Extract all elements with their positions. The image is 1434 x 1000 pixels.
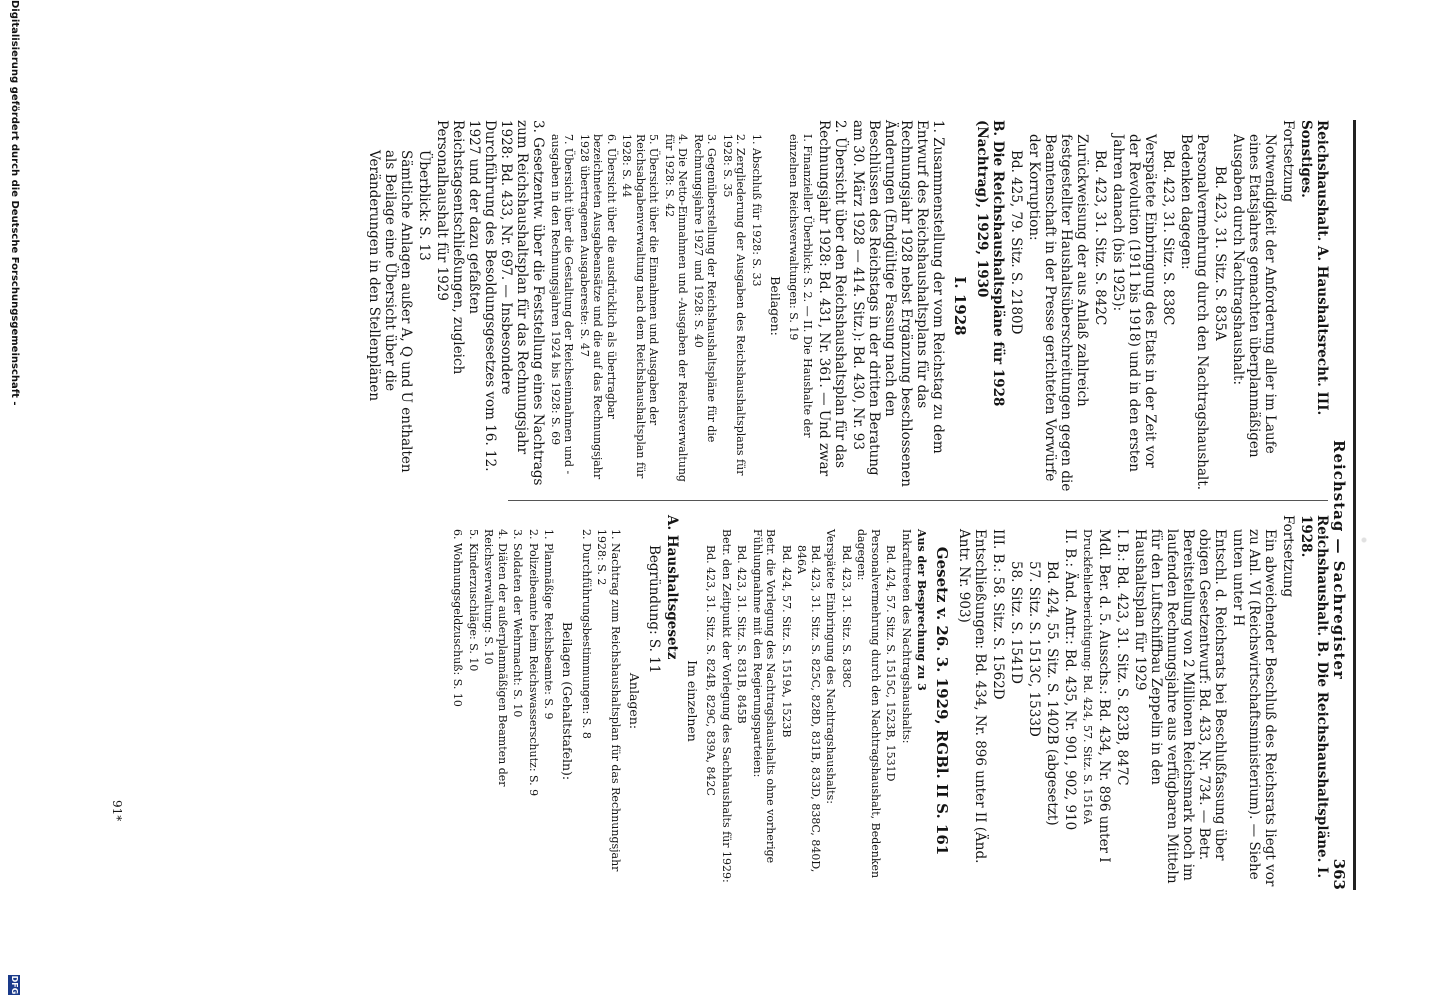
index-entry: Druckfehlerberichtigung: Bd. 424, 57. Sitz. S. 1516A (1081, 529, 1094, 825)
index-entry: Bd. 423, 31. Sitz. S. 835A (1212, 166, 1228, 341)
header-rule (1353, 120, 1356, 890)
index-entry: 57. Sitz. S. 1513C, 1533D (1026, 561, 1043, 737)
index-entry: Personalvermehrung durch den Nachtragshaushalt, Bedenken dagegen: (855, 529, 882, 879)
index-entry: 6. Übersicht über die ausdrücklich als übertragbar bezeichneten Ausgabeansätze und die auf das Rechnungsjahr 1928 übertragenen Ausgabereste: S. 47 (578, 134, 618, 480)
index-entry: Bd. 424, 55. Sitz. S. 1402B (abgesetzt) (1044, 561, 1061, 826)
index-entry: Beilagen: (768, 276, 783, 336)
index-entry: 1. Zusammenstellung der vom Reichstag zu dem Entwurf des Reichshaushaltsplans für das Rechnungsjahr 1928 nebst Ergänzung beschlossenen Änderungen (Endgültige Fassung nach den Beschlüssen des Reichstags in der dritten Beratung am 30. März 1928 — 414. Sitz.): Bd. 430, Nr. 93 (850, 120, 946, 487)
index-entry: 2. Zergliederung der Ausgaben des Reichshaushaltsplans für 1928: S. 35 (721, 134, 748, 476)
page-mark: 91* (110, 800, 124, 822)
index-entry: Verspätete Einbringung des Nachtragshaushalts: (824, 529, 838, 804)
index-entry: Bd. 423, 31. Sitz. S. 825C, 828D, 831B, 833D, 838C, 840D, 846A (795, 545, 822, 873)
index-entry: Entschließungen: Bd. 434, Nr. 896 unter II (Änd. Antr. Nr. 903) (956, 529, 989, 864)
index-entry: A. Haushaltsgesetz (664, 515, 680, 660)
footer-text: Digitalisierung gefördert durch die Deutsche Forschungsgemeinschaft - (9, 0, 20, 406)
index-entry: 1. Abschluß für 1928: S. 33 (750, 134, 763, 287)
right-column (449, 515, 1330, 887)
index-entry: Gesetz v. 26. 3. 1929, RGBl. II S. 161 (933, 546, 952, 856)
index-entry: Begründung: S. 11 (646, 545, 662, 674)
index-entry: 3. Soldaten der Wehrmacht: S. 10 (511, 529, 525, 718)
index-entry: 4. Die Netto-Einnahmen und -Ausgaben der Reichsverwaltung für 1928: S. 42 (663, 134, 690, 482)
index-entry: Reichshaushalt. A. Haushaltsrecht. III. Sonstiges. (1298, 120, 1330, 416)
index-entry: Fortsetzung (1280, 515, 1296, 598)
index-entry: Sämtliche Anlagen außer A, Q und U enthalten als Beilage eine Übersicht über die Veränderungen in den Stellenplänen (366, 150, 415, 473)
index-entry: 7. Übersicht über die Gestaltung der Reichseinnahmen und -ausgaben in den Rechnungsjahren 1924 bis 1928: S. 69 (549, 134, 576, 475)
index-entry: Reichshaushalt. B. Die Reichshaushaltspläne. I. 1928. (1298, 515, 1330, 879)
index-entry: 2. Polizeibeamte beim Reichswasserschutz: S. 9 (527, 529, 540, 797)
index-entry: 2. Übersicht über den Reichshaushaltsplan für das Rechnungsjahr 1928: Bd. 431, Nr. 361. — Und zwar (816, 120, 848, 477)
scan-speckle (1354, 520, 1374, 560)
index-entry: B. Die Reichshaushaltspläne für 1928 (Nachtrag), 1929, 1930 (974, 120, 1006, 407)
index-entry: 2. Durchführungsbestimmungen: S. 8 (580, 529, 593, 739)
index-entry: Bd. 424, 57. Sitz. S. 1515C, 1523B, 1531D (884, 545, 898, 782)
index-entry: 1. Planmäßige Reichsbeamte: S. 9 (542, 529, 556, 720)
dfg-logo: DFG (10, 975, 19, 995)
index-entry: Fortsetzung (1280, 120, 1296, 203)
index-entry: Entschl. d. Reichsrats bei Beschlußfassung über obigen Gesetzentwurf: Bd. 433, Nr. 734. — Betr. Bereitstellung von 2 Millionen Reichsmark noch im laufenden Rechnungsjahre aus verfügbaren Mitteln für den Luftschiffbau Zeppelin in den Haushaltsplan für 1929 (1132, 529, 1228, 884)
index-entry: Betr. den Zeitpunkt der Vorlegung des Sachhaushalts für 1929: (720, 529, 733, 883)
index-entry: Bd. 423, 31. Sitz. S. 831B, 845B (735, 545, 749, 724)
index-entry: Inkrafttreten des Nachtragshaushalts: (900, 529, 913, 744)
index-entry: I. 1928 (951, 276, 969, 336)
digitization-footer (4, 0, 20, 1000)
index-entry: Aus der Besprechung zu 3 (915, 529, 929, 691)
page-number: 363 (1330, 858, 1348, 890)
index-entry: Notwendigkeit der Anforderung aller im Laufe eines Etatsjahres gemachten überplanmäßigen Ausgaben durch Nachtragshaushalt: (1230, 134, 1278, 458)
index-entry: 3. Gegenüberstellung der Reichshaushaltspläne für die Rechnungsjahre 1927 und 1928: S. 40 (692, 134, 719, 443)
index-entry: I. B.: Bd. 423, 31. Sitz. S. 823B, 847C (1114, 529, 1130, 786)
column-divider (508, 500, 1328, 501)
index-entry: Überblick: S. 13 (416, 150, 433, 261)
index-entry: Bd. 425, 79. Sitz. S. 2180D (1008, 150, 1024, 335)
index-entry: III. B.: 58. Sitz. S. 1562D (990, 529, 1007, 700)
index-entry: 5. Übersicht über die Einnahmen und Ausgaben der Reichsabgabenverwaltung nach dem Reichshaushaltsplan für 1928: S. 44 (620, 134, 661, 479)
index-entry: II. B.: Änd. Antr.: Bd. 435, Nr. 901, 902, 910 (1062, 529, 1079, 831)
index-entry: Zurückweisung der aus Anlaß zahlreich festgestellter Haushaltsüberschreitungen gegen die Beamtenschaft in der Presse gerichteten Vorwürfe der Korruption: (1026, 134, 1090, 492)
left-column (365, 120, 1331, 492)
index-entry: 1. Nachtrag zum Reichshaushaltsplan für das Rechnungsjahr 1928: S. 2 (595, 529, 622, 872)
index-entry: 4. Diäten der außerplanmäßigen Beamten der Reichsverwaltung: S. 10 (482, 529, 509, 787)
index-entry: 6. Wohnungsgeldzuschuß: S. 10 (451, 529, 465, 707)
index-entry: Beilagen (Gehaltstafeln): (560, 621, 576, 781)
index-entry: Anlagen: (627, 672, 642, 730)
index-entry: Ein abweichender Beschluß des Reichsrats liegt vor zu Anl. VI (Reichswirtschaftsministerium). — Siehe unten unter H (1230, 529, 1278, 887)
index-entry: Betr. die Vorlegung des Nachtragshaushalts ohne vorherige Fühlungnahme mit den Regierungsparteien: (751, 529, 778, 864)
index-entry: Mdl. Ber. d. 5. Ausschs.: Bd. 434, Nr. 896 unter I (1096, 529, 1112, 863)
index-entry: Bd. 423, 31. Sitz. S. 824B, 829C, 839A, 842C (704, 545, 718, 796)
index-entry: I. Finanzieller Überblick: S. 2. — II. Die Haushalte der einzelnen Reichsverwaltungen: S. 19 (787, 134, 814, 438)
index-entry: Bd. 423, 31. Sitz. S. 842C (1092, 150, 1108, 326)
index-entry: Bd. 424, 57. Sitz. S. 1519A, 1523B (780, 545, 793, 738)
index-entry: Bd. 423, 31. Sitz. S. 838C (840, 545, 853, 688)
running-head: Reichstag — Sachregister (1330, 440, 1348, 680)
index-entry: Bd. 423, 31. Sitz. S. 838C (1160, 150, 1176, 326)
index-entry: 5. Kinderzuschläge: S. 10 (467, 529, 480, 672)
index-entry: 3. Gesetzentw. über die Feststellung eines Nachtrags zum Reichshaushaltsplan für das Rechnungsjahr 1928: Bd. 433, Nr. 697. — Insbesondere Durchführung des Besoldungsgesetzes vom 16. 12. 1927 und der dazu gefaßten Reichstagsentschließungen, zugleich Personalhaushalt für 1929 (434, 120, 547, 486)
index-entry: Personalvermehrung durch den Nachtragshaushalt. Bedenken dagegen: (1178, 134, 1210, 491)
index-entry: 58. Sitz. S. 1541D (1008, 561, 1025, 684)
index-entry: Verspätete Einbringung des Etats in der Zeit vor der Revolution (1911 bis 1918) und in den ersten Jahren danach (bis 1925): (1110, 134, 1158, 472)
index-entry: Im einzelnen (685, 660, 700, 742)
